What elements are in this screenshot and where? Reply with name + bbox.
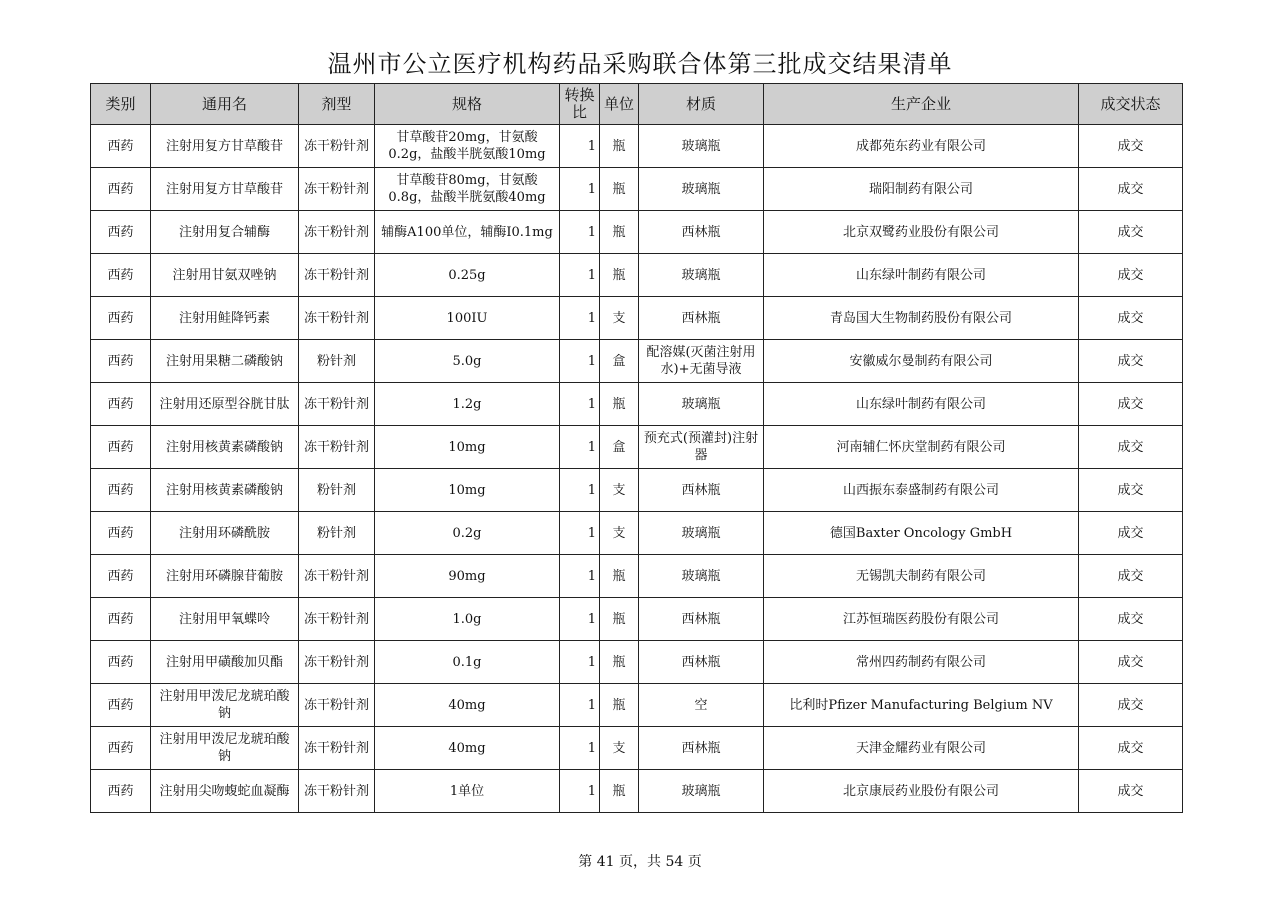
manufacturer-cell: 江苏恒瑞医药股份有限公司	[764, 598, 1079, 641]
dosage-form-cell: 粉针剂	[299, 340, 375, 383]
deal-status-cell: 成交	[1079, 641, 1183, 684]
generic-name-cell: 注射用鲑降钙素	[151, 297, 299, 340]
unit-cell: 瓶	[600, 684, 639, 727]
generic-name-cell: 注射用还原型谷胱甘肽	[151, 383, 299, 426]
generic-name-cell: 注射用甲泼尼龙琥珀酸钠	[151, 684, 299, 727]
table-row	[91, 254, 1183, 297]
generic-name-cell: 注射用核黄素磷酸钠	[151, 469, 299, 512]
category-cell: 西药	[91, 340, 151, 383]
specification-cell: 0.2g	[375, 512, 560, 555]
dosage-form-cell: 冻干粉针剂	[299, 211, 375, 254]
unit-cell: 盒	[600, 426, 639, 469]
conversion-ratio-cell: 1	[560, 211, 600, 254]
generic-name-cell: 注射用环磷腺苷葡胺	[151, 555, 299, 598]
col-header-specification: 规格	[375, 84, 560, 125]
manufacturer-cell: 天津金耀药业有限公司	[764, 727, 1079, 770]
unit-cell: 瓶	[600, 254, 639, 297]
conversion-ratio-cell: 1	[560, 727, 600, 770]
category-cell: 西药	[91, 512, 151, 555]
conversion-ratio-cell: 1	[560, 297, 600, 340]
dosage-form-cell: 冻干粉针剂	[299, 383, 375, 426]
unit-cell: 瓶	[600, 770, 639, 813]
category-cell: 西药	[91, 684, 151, 727]
category-cell: 西药	[91, 211, 151, 254]
table-row	[91, 770, 1183, 813]
col-header-dosage-form: 剂型	[299, 84, 375, 125]
material-cell: 西林瓶	[639, 727, 764, 770]
specification-cell: 5.0g	[375, 340, 560, 383]
material-cell: 西林瓶	[639, 598, 764, 641]
specification-cell: 0.25g	[375, 254, 560, 297]
table-header-row	[91, 84, 1183, 125]
conversion-ratio-cell: 1	[560, 512, 600, 555]
specification-cell: 1单位	[375, 770, 560, 813]
manufacturer-cell: 比利时Pfizer Manufacturing Belgium NV	[764, 684, 1079, 727]
generic-name-cell: 注射用环磷酰胺	[151, 512, 299, 555]
generic-name-cell: 注射用果糖二磷酸钠	[151, 340, 299, 383]
deal-status-cell: 成交	[1079, 383, 1183, 426]
unit-cell: 支	[600, 512, 639, 555]
table-row	[91, 555, 1183, 598]
unit-cell: 支	[600, 469, 639, 512]
dosage-form-cell: 粉针剂	[299, 469, 375, 512]
specification-cell: 100IU	[375, 297, 560, 340]
generic-name-cell: 注射用复方甘草酸苷	[151, 168, 299, 211]
material-cell: 西林瓶	[639, 297, 764, 340]
specification-cell: 1.0g	[375, 598, 560, 641]
conversion-ratio-cell: 1	[560, 426, 600, 469]
category-cell: 西药	[91, 297, 151, 340]
dosage-form-cell: 粉针剂	[299, 512, 375, 555]
conversion-ratio-cell: 1	[560, 641, 600, 684]
dosage-form-cell: 冻干粉针剂	[299, 297, 375, 340]
category-cell: 西药	[91, 641, 151, 684]
unit-cell: 瓶	[600, 598, 639, 641]
manufacturer-cell: 瑞阳制药有限公司	[764, 168, 1079, 211]
table-row	[91, 297, 1183, 340]
unit-cell: 瓶	[600, 125, 639, 168]
col-header-unit: 单位	[600, 84, 639, 125]
generic-name-cell: 注射用甘氨双唑钠	[151, 254, 299, 297]
unit-cell: 支	[600, 727, 639, 770]
specification-cell: 90mg	[375, 555, 560, 598]
table-row	[91, 383, 1183, 426]
manufacturer-cell: 河南辅仁怀庆堂制药有限公司	[764, 426, 1079, 469]
specification-cell: 40mg	[375, 727, 560, 770]
generic-name-cell: 注射用复合辅酶	[151, 211, 299, 254]
table-row	[91, 125, 1183, 168]
deal-status-cell: 成交	[1079, 125, 1183, 168]
conversion-ratio-cell: 1	[560, 770, 600, 813]
generic-name-cell: 注射用核黄素磷酸钠	[151, 426, 299, 469]
specification-cell: 10mg	[375, 426, 560, 469]
dosage-form-cell: 冻干粉针剂	[299, 254, 375, 297]
col-header-category: 类别	[91, 84, 151, 125]
conversion-ratio-cell: 1	[560, 555, 600, 598]
category-cell: 西药	[91, 168, 151, 211]
deal-status-cell: 成交	[1079, 770, 1183, 813]
manufacturer-cell: 山东绿叶制药有限公司	[764, 383, 1079, 426]
conversion-ratio-cell: 1	[560, 168, 600, 211]
material-cell: 玻璃瓶	[639, 168, 764, 211]
unit-cell: 瓶	[600, 168, 639, 211]
generic-name-cell: 注射用甲氧蝶呤	[151, 598, 299, 641]
unit-cell: 瓶	[600, 641, 639, 684]
col-header-conversion-ratio: 转换比	[560, 84, 600, 125]
manufacturer-cell: 北京双鹭药业股份有限公司	[764, 211, 1079, 254]
unit-cell: 瓶	[600, 211, 639, 254]
table-body	[91, 125, 1183, 813]
category-cell: 西药	[91, 469, 151, 512]
unit-cell: 支	[600, 297, 639, 340]
material-cell: 玻璃瓶	[639, 254, 764, 297]
manufacturer-cell: 常州四药制药有限公司	[764, 641, 1079, 684]
unit-cell: 瓶	[600, 383, 639, 426]
deal-status-cell: 成交	[1079, 555, 1183, 598]
manufacturer-cell: 山东绿叶制药有限公司	[764, 254, 1079, 297]
col-header-deal-status: 成交状态	[1079, 84, 1183, 125]
conversion-ratio-cell: 1	[560, 340, 600, 383]
material-cell: 玻璃瓶	[639, 555, 764, 598]
category-cell: 西药	[91, 770, 151, 813]
material-cell: 空	[639, 684, 764, 727]
deal-status-cell: 成交	[1079, 297, 1183, 340]
conversion-ratio-cell: 1	[560, 469, 600, 512]
specification-cell: 甘草酸苷20mg，甘氨酸0.2g，盐酸半胱氨酸10mg	[375, 125, 560, 168]
table-row	[91, 684, 1183, 727]
deal-status-cell: 成交	[1079, 469, 1183, 512]
generic-name-cell: 注射用甲磺酸加贝酯	[151, 641, 299, 684]
deal-status-cell: 成交	[1079, 598, 1183, 641]
dosage-form-cell: 冻干粉针剂	[299, 770, 375, 813]
material-cell: 配溶媒(灭菌注射用水)+无菌导液	[639, 340, 764, 383]
specification-cell: 40mg	[375, 684, 560, 727]
material-cell: 西林瓶	[639, 469, 764, 512]
table-row	[91, 512, 1183, 555]
category-cell: 西药	[91, 555, 151, 598]
manufacturer-cell: 成都苑东药业有限公司	[764, 125, 1079, 168]
deal-status-cell: 成交	[1079, 168, 1183, 211]
table-row	[91, 641, 1183, 684]
material-cell: 西林瓶	[639, 641, 764, 684]
dosage-form-cell: 冻干粉针剂	[299, 641, 375, 684]
manufacturer-cell: 无锡凯夫制药有限公司	[764, 555, 1079, 598]
material-cell: 玻璃瓶	[639, 770, 764, 813]
table-row	[91, 598, 1183, 641]
dosage-form-cell: 冻干粉针剂	[299, 555, 375, 598]
category-cell: 西药	[91, 383, 151, 426]
specification-cell: 10mg	[375, 469, 560, 512]
category-cell: 西药	[91, 254, 151, 297]
unit-cell: 盒	[600, 340, 639, 383]
table-row	[91, 168, 1183, 211]
manufacturer-cell: 北京康辰药业股份有限公司	[764, 770, 1079, 813]
dosage-form-cell: 冻干粉针剂	[299, 727, 375, 770]
category-cell: 西药	[91, 598, 151, 641]
dosage-form-cell: 冻干粉针剂	[299, 168, 375, 211]
category-cell: 西药	[91, 125, 151, 168]
deal-status-cell: 成交	[1079, 512, 1183, 555]
material-cell: 玻璃瓶	[639, 512, 764, 555]
dosage-form-cell: 冻干粉针剂	[299, 125, 375, 168]
deal-status-cell: 成交	[1079, 727, 1183, 770]
generic-name-cell: 注射用尖吻蝮蛇血凝酶	[151, 770, 299, 813]
deal-status-cell: 成交	[1079, 426, 1183, 469]
manufacturer-cell: 青岛国大生物制药股份有限公司	[764, 297, 1079, 340]
dosage-form-cell: 冻干粉针剂	[299, 684, 375, 727]
specification-cell: 辅酶A100单位，辅酶Ⅰ0.1mg	[375, 211, 560, 254]
table-row	[91, 727, 1183, 770]
conversion-ratio-cell: 1	[560, 684, 600, 727]
col-header-material: 材质	[639, 84, 764, 125]
conversion-ratio-cell: 1	[560, 254, 600, 297]
specification-cell: 甘草酸苷80mg，甘氨酸0.8g，盐酸半胱氨酸40mg	[375, 168, 560, 211]
material-cell: 西林瓶	[639, 211, 764, 254]
material-cell: 玻璃瓶	[639, 125, 764, 168]
deal-status-cell: 成交	[1079, 211, 1183, 254]
dosage-form-cell: 冻干粉针剂	[299, 598, 375, 641]
material-cell: 预充式(预灌封)注射器	[639, 426, 764, 469]
specification-cell: 1.2g	[375, 383, 560, 426]
specification-cell: 0.1g	[375, 641, 560, 684]
dosage-form-cell: 冻干粉针剂	[299, 426, 375, 469]
page-number: 第 41 页，共 54 页	[578, 854, 702, 870]
manufacturer-cell: 安徽威尔曼制药有限公司	[764, 340, 1079, 383]
col-header-generic-name: 通用名	[151, 84, 299, 125]
table-row	[91, 340, 1183, 383]
deal-status-cell: 成交	[1079, 254, 1183, 297]
unit-cell: 瓶	[600, 555, 639, 598]
conversion-ratio-cell: 1	[560, 125, 600, 168]
table-row	[91, 469, 1183, 512]
generic-name-cell: 注射用复方甘草酸苷	[151, 125, 299, 168]
category-cell: 西药	[91, 727, 151, 770]
page-title: 温州市公立医疗机构药品采购联合体第三批成交结果清单	[327, 50, 953, 78]
category-cell: 西药	[91, 426, 151, 469]
results-table	[90, 83, 1183, 813]
col-header-manufacturer: 生产企业	[764, 84, 1079, 125]
conversion-ratio-cell: 1	[560, 598, 600, 641]
manufacturer-cell: 山西振东泰盛制药有限公司	[764, 469, 1079, 512]
conversion-ratio-cell: 1	[560, 383, 600, 426]
deal-status-cell: 成交	[1079, 684, 1183, 727]
table-row	[91, 426, 1183, 469]
generic-name-cell: 注射用甲泼尼龙琥珀酸钠	[151, 727, 299, 770]
manufacturer-cell: 德国Baxter Oncology GmbH	[764, 512, 1079, 555]
deal-status-cell: 成交	[1079, 340, 1183, 383]
material-cell: 玻璃瓶	[639, 383, 764, 426]
table-row	[91, 211, 1183, 254]
